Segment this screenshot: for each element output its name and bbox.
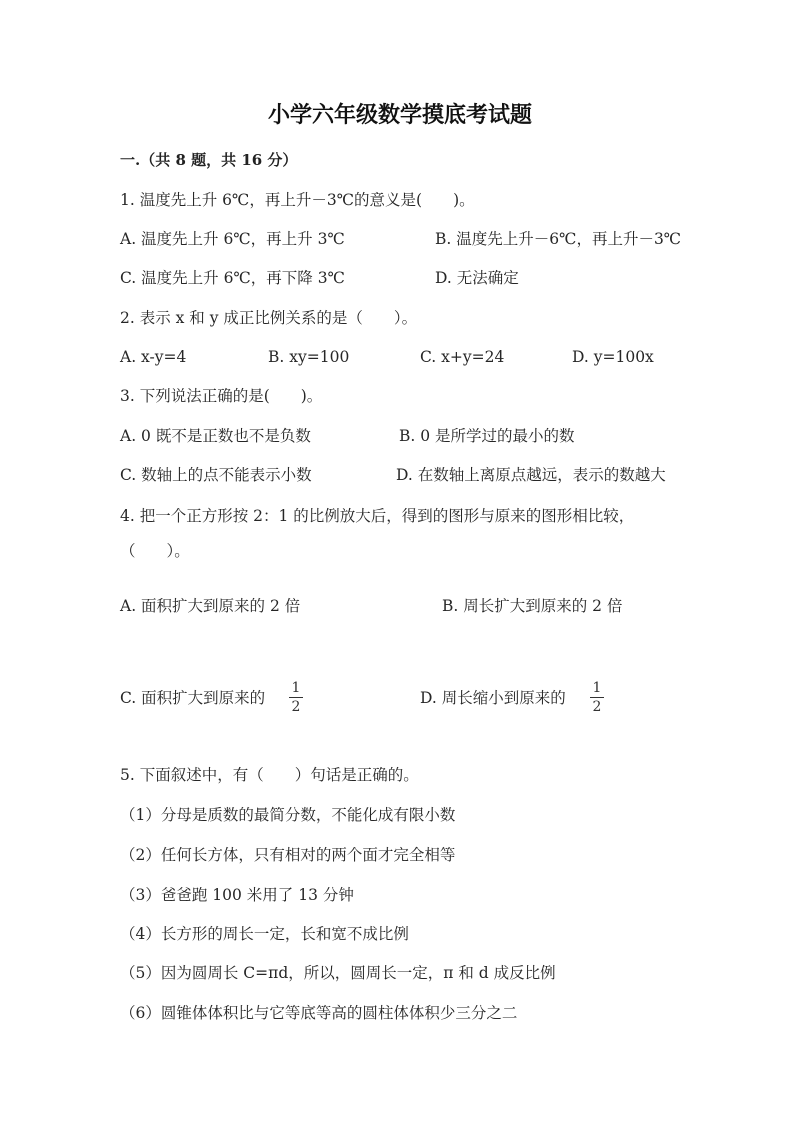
question-4-option-b: B. 周长扩大到原来的 2 倍 — [442, 597, 623, 615]
question-3-option-b: B. 0 是所学过的最小的数 — [399, 427, 575, 445]
question-4-option-d-fraction — [590, 680, 604, 715]
question-5-item-1: （1）分母是质数的最简分数，不能化成有限小数 — [120, 806, 456, 824]
question-3-option-d: D. 在数轴上离原点越远，表示的数越大 — [396, 466, 666, 484]
question-2-option-c: C. x+y=24 — [420, 348, 505, 366]
question-5-item-6: （6）圆锥体体积比与它等底等高的圆柱体体积少三分之二 — [120, 1004, 518, 1022]
question-1-option-c: C. 温度先上升 6℃，再下降 3℃ — [120, 269, 345, 287]
fraction-numerator: 1 — [592, 680, 602, 696]
question-1-option-b: B. 温度先上升－6℃，再上升－3℃ — [435, 230, 682, 248]
question-3-option-c: C. 数轴上的点不能表示小数 — [120, 466, 312, 484]
question-5-item-3: （3）爸爸跑 100 米用了 13 分钟 — [120, 886, 354, 904]
question-3-option-a: A. 0 既不是正数也不是负数 — [120, 427, 311, 445]
fraction-bar — [289, 697, 303, 698]
question-1-stem: 1. 温度先上升 6℃，再上升－3℃的意义是( )。 — [120, 191, 475, 209]
question-4-option-a: A. 面积扩大到原来的 2 倍 — [120, 597, 301, 615]
question-5-item-5: （5）因为圆周长 C=πd，所以，圆周长一定，π 和 d 成反比例 — [120, 964, 556, 982]
section-heading: 一.（共 8 题，共 16 分） — [120, 151, 298, 169]
question-2-option-d: D. y=100x — [572, 348, 654, 366]
fraction-denominator: 2 — [592, 699, 602, 715]
question-4-stem: 4. 把一个正方形按 2：1 的比例放大后，得到的图形与原来的图形相比较， — [120, 507, 635, 525]
fraction-bar — [590, 697, 604, 698]
question-2-option-a: A. x-y=4 — [120, 348, 187, 366]
question-1-option-d: D. 无法确定 — [435, 269, 519, 287]
question-1-option-a: A. 温度先上升 6℃，再上升 3℃ — [120, 230, 345, 248]
question-5-item-2: （2）任何长方体，只有相对的两个面才完全相等 — [120, 846, 456, 864]
question-5-item-4: （4）长方形的周长一定，长和宽不成比例 — [120, 925, 409, 943]
page-title: 小学六年级数学摸底考试题 — [267, 102, 532, 128]
question-4-option-c-fraction — [289, 680, 303, 715]
question-2-stem: 2. 表示 x 和 y 成正比例关系的是（ ）。 — [120, 309, 418, 327]
question-4-option-c: C. 面积扩大到原来的 — [120, 689, 266, 707]
question-3-stem: 3. 下列说法正确的是( )。 — [120, 387, 323, 405]
question-2-option-b: B. xy=100 — [268, 348, 350, 366]
question-4-option-d: D. 周长缩小到原来的 — [420, 689, 566, 707]
fraction-denominator: 2 — [291, 699, 301, 715]
fraction-numerator: 1 — [291, 680, 301, 696]
question-5-stem: 5. 下面叙述中，有（ ）句话是正确的。 — [120, 766, 419, 784]
question-4-stem-continued: （ ）。 — [120, 542, 190, 560]
